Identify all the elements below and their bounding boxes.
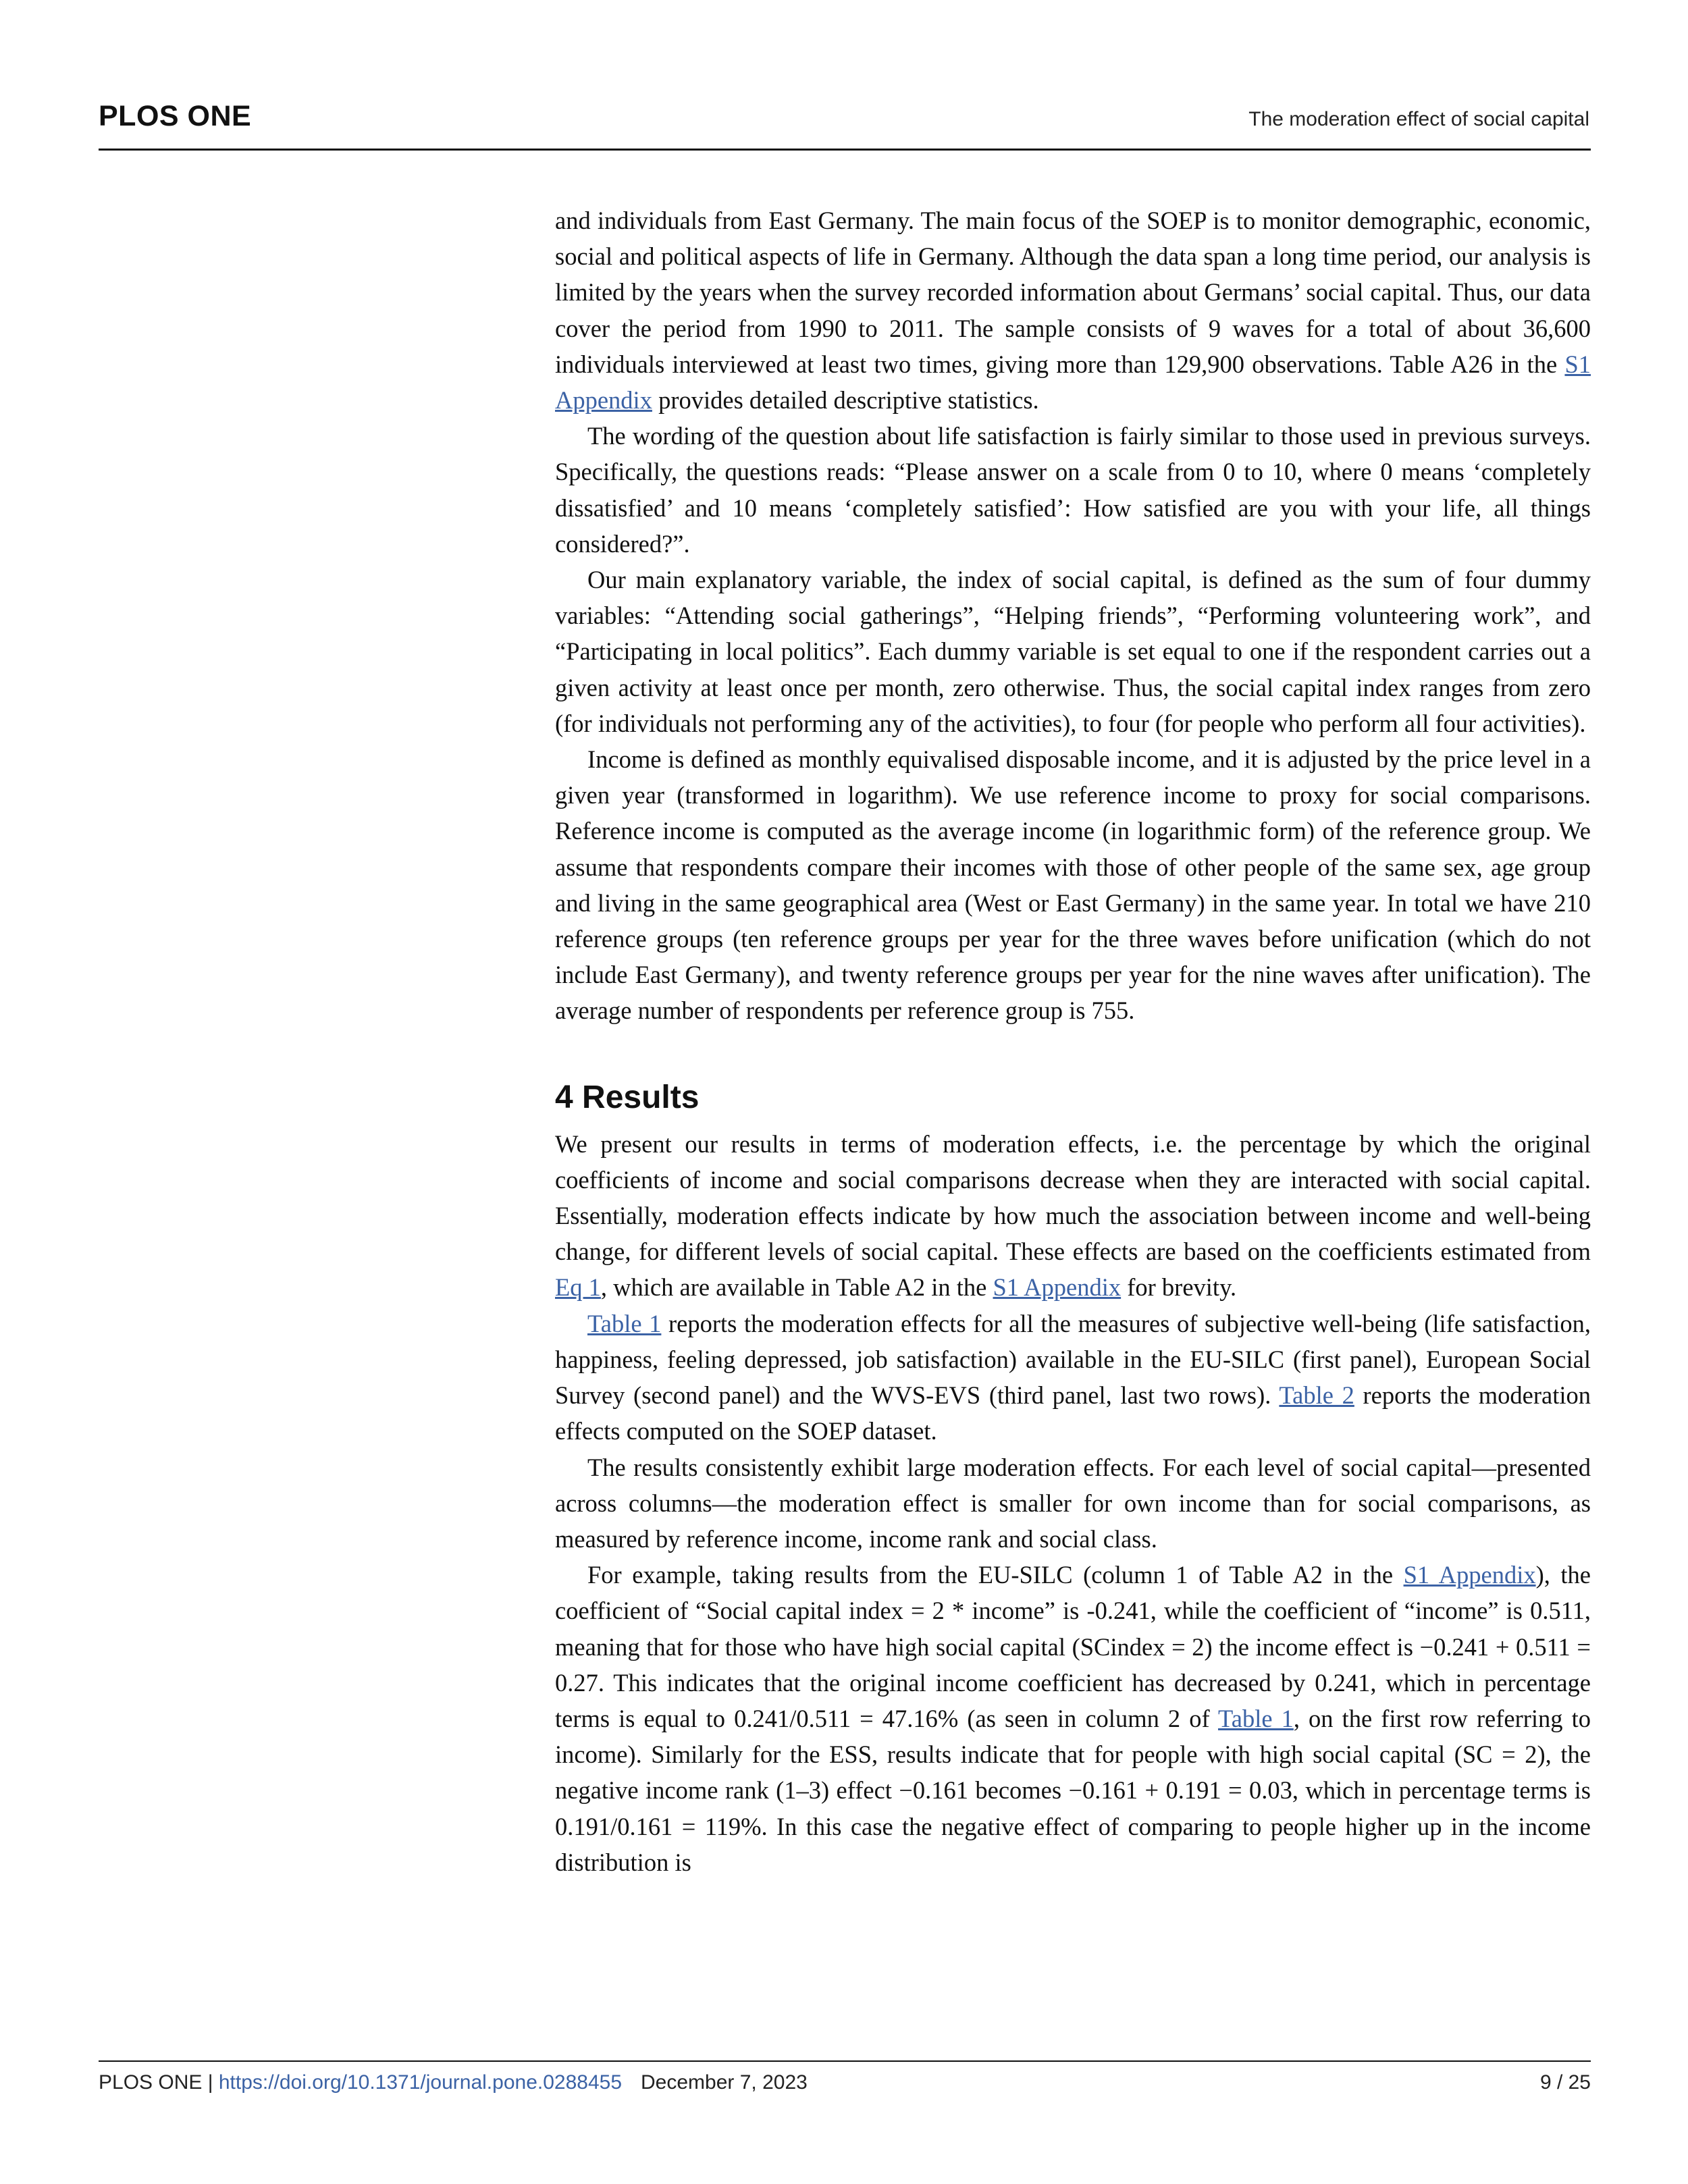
eq1-link[interactable]: Eq 1 [555,1273,601,1302]
footer-journal: PLOS ONE [99,2071,203,2094]
footer-citation: PLOS ONE | https://doi.org/10.1371/journal.pone.0288455 December 7, 2023 [99,2071,808,2094]
footer-divider [99,2060,1591,2062]
journal-logo: PLOS ONE [99,100,252,132]
s1-appendix-link[interactable]: S1 Appendix [1403,1561,1536,1589]
paragraph-moderation: The results consistently exhibit large moderation effects. For each level of social capital—presented across columns—the moderation effect is smaller for own income than for social comparisons, as measured by reference income, income rank and social class. [555,1453,1591,1553]
s1-appendix-link[interactable]: S1 Appendix [555,350,1591,415]
paragraph-soep-data: and individuals from East Germany. The main focus of the SOEP is to monitor demographic, economic, social and political aspects of life in Germany. Although the data span a long time period, our analysis is limited by the years when the survey recorded information about Germans’ social capital. Thus, our data cover the period from 1990 to 2011. The sample consists of 9 waves for a total of about 36,600 individuals interviewed at least two times, giving more than 129,900 observations. Table A26 in the S1 Appendix provides detailed descriptive statistics. [555,207,1591,415]
paragraph-results-intro: We present our results in terms of moderation effects, i.e. the percentage by which the original coefficients of income and social comparisons decrease when they are interacted with social capital. Essentially, moderation effects indicate by how much the association between income and well-being change, for different levels of social capital. These effects are based on the coefficients estimated from Eq 1, which are available in Table A2 in the S1 Appendix for brevity. [555,1129,1591,1302]
paragraph-tables: Table 1 reports the moderation effects for all the measures of subjective well-being (life satisfaction, happiness, feeling depressed, job satisfaction) available in the EU-SILC (first panel), European Social Survey (second panel) and the WVS-EVS (third panel, last two rows). Table 2 reports the moderation effects computed on the SOEP dataset. [555,1309,1591,1445]
paragraph-life-satisfaction: The wording of the question about life satisfaction is fairly similar to those used in previous surveys. Specifically, the questions reads: “Please answer on a scale from 0 to 10, where 0 means ‘completely dissatisfied’ and 10 means ‘completely satisfied’: How satisfied are you with your life, all things considered?”. [555,422,1591,558]
paragraph-income: Income is defined as monthly equivalised disposable income, and it is adjusted by the price level in a given year (transformed in logarithm). We use reference income to proxy for social comparisons. Reference income is computed as the average income (in logarithmic form) of the reference group. We assume that respondents compare their incomes with those of other people of the same sex, age group and living in the same geographical area (West or East Germany) in the same year. In total we have 210 reference groups (ten reference groups per year for the three waves before unification (which do not include East Germany), and twenty reference groups per year for the nine waves after unification). The average number of respondents per reference group is 755. [555,745,1591,1025]
page-footer [99,2071,1591,2098]
table1-link[interactable]: Table 1 [587,1309,662,1337]
paragraph-example: For example, taking results from the EU-SILC (column 1 of Table A2 in the S1 Appendix), the coefficient of “Social capital index = 2 * income” is -0.241, while the coefficient of “income” is 0.511, meaning that for those who have high social capital (SCindex = 2) the income effect is −0.241 + 0.511 = 0.27. This indicates that the original income coefficient has decreased by 0.241, which in percentage terms is equal to 0.241/0.511 = 47.16% (as seen in column 2 of Table 1, on the first row referring to income). Similarly for the ESS, results indicate that for people with high social capital (SC = 2), the negative income rank (1–3) effect −0.161 becomes −0.161 + 0.191 = 0.03, which in percentage terms is 0.191/0.161 = 119%. In this case the negative effect of comparing to people higher up in the income distribution is [555,1561,1591,1876]
doi-link[interactable]: https://doi.org/10.1371/journal.pone.0288455 [218,2071,623,2094]
article-body [555,203,1591,1880]
section-heading-results: 4 Results [555,1079,700,1115]
table2-link[interactable]: Table 2 [1279,1381,1354,1410]
table1-link[interactable]: Table 1 [1218,1704,1294,1732]
s1-appendix-link[interactable]: S1 Appendix [993,1273,1122,1302]
paragraph-social-capital: Our main explanatory variable, the index of social capital, is defined as the sum of four dummy variables: “Attending social gatherings”, “Helping friends”, “Performing volunteering work”, and “Participating in local politics”. Each dummy variable is set equal to one if the respondent carries out a given activity at least once per month, zero otherwise. Thus, the social capital index ranges from zero (for individuals not performing any of the activities), to four (for people who perform all four activities). [555,566,1591,737]
running-title: The moderation effect of social capital [1248,108,1589,130]
page-number: 9 / 25 [1539,2071,1591,2094]
header-divider [99,149,1591,151]
publication-date: December 7, 2023 [641,2071,808,2094]
